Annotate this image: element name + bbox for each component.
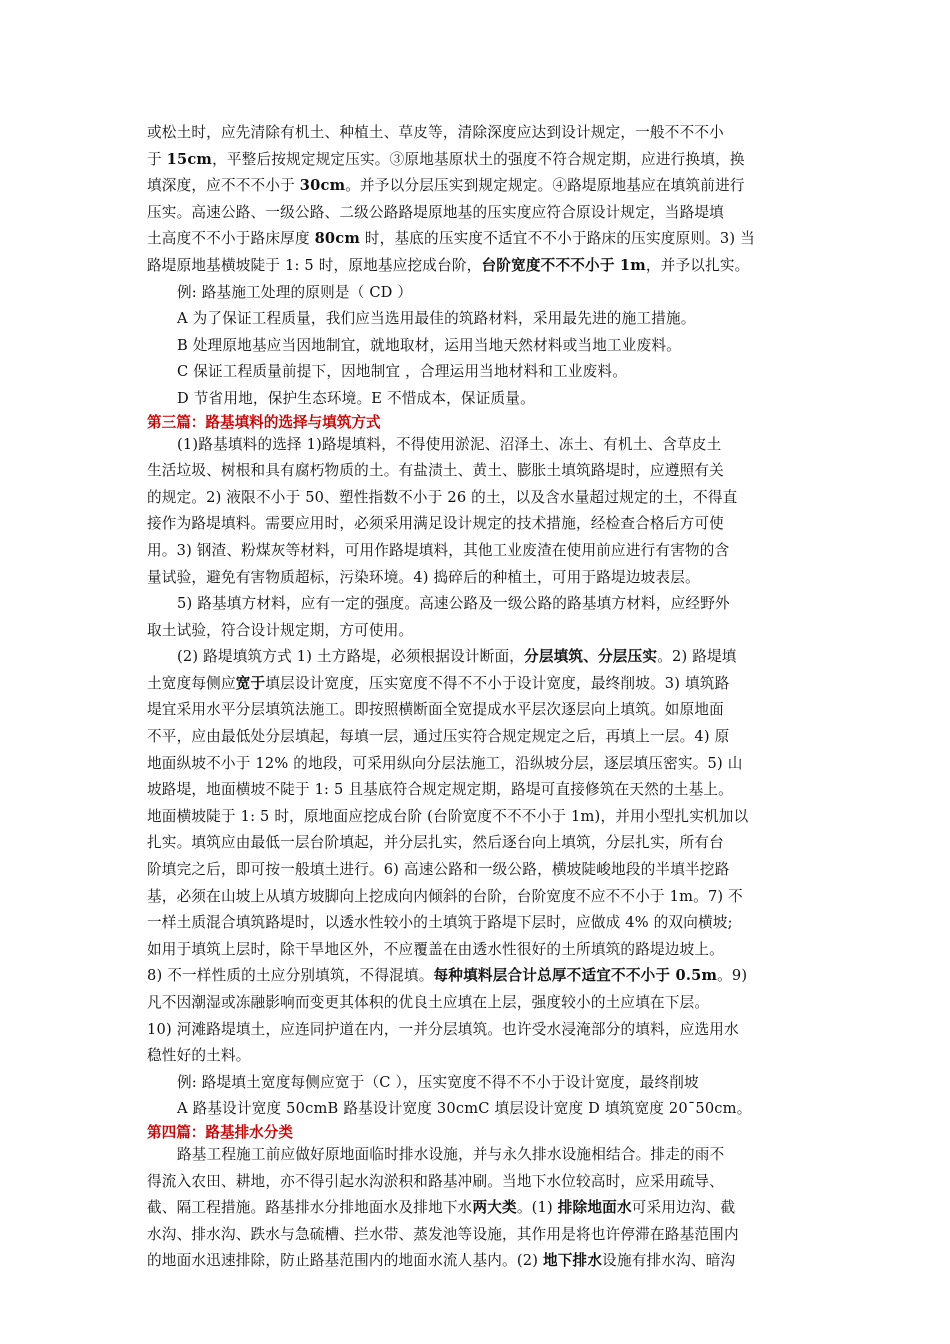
section-2-tail-paragraph <box>147 120 815 280</box>
section-3-p1-line: (1)路基填料的选择 1)路堤填料，不得使用淤泥、沼泽土、冻土、有机土、含草皮土 <box>177 435 722 453</box>
section-3-p1-line: 接作为路堤填料。需要应用时，必须采用满足设计规定的技术措施，经检查合格后方可使 <box>147 515 724 533</box>
section-4-line: 水沟、排水沟、跌水与急硫槽、拦水带、蒸发池等设施，其作用是将也许停滞在路基范围内 <box>147 1225 739 1243</box>
section-3-p3-line: 10) 河滩路堤填土，应连同护道在内，一并分层填筑。也许受水浸淹部分的填料，应选用水 <box>147 1020 739 1038</box>
section-3-heading: 第三篇：路基填料的选择与填筑方式 <box>147 413 381 431</box>
example-1-option-b: B 处理原地基应当因地制宜，就地取材，运用当地天然材料或当地工业废料。 <box>177 336 681 354</box>
section-3-p3-line: 如用于填筑上层时，除干旱地区外，不应覆盖在由透水性很好的土所填筑的路堤边坡上。 <box>147 940 724 958</box>
section-3-p3-line: 凡不因潮湿或冻融影响而变更其体积的优良土应填在上层，强度较小的土应填在下层。 <box>147 994 710 1011</box>
bold-emphasis: 两大类 <box>472 1199 517 1217</box>
example-1-option-c: C 保证工程质量前提下，因地制宜 ，合理运用当地材料和工业废料。 <box>177 363 628 381</box>
bold-emphasis: 15cm <box>166 150 213 168</box>
section-3-p1-line: 量试验，避免有害物质超标，污染环境。4) 捣碎后的种植土，可用于路堤边坡表层。 <box>147 568 700 586</box>
section-3-p1-line: 用。3) 钢渣、粉煤灰等材料，可用作路堤填料，其他工业废渣在使用前应进行有害物的含 <box>147 541 730 559</box>
section-4-line: 得流入农田、耕地，亦不得引起水沟淤积和路基冲刷。当地下水位较高时，应采用疏导、 <box>147 1172 724 1190</box>
bold-emphasis: 30cm <box>299 177 346 195</box>
document-page <box>147 120 815 1275</box>
section-3-paragraph-3 <box>147 644 815 1070</box>
section-3-p2-line: 5) 路基填方材料，应有一定的强度。高速公路及一级公路的路基填方材料，应经野外 <box>177 595 730 613</box>
section-2-tail-line: 压实。高速公路、一级公路、二级公路路堤原地基的压实度应符合原设计规定，当路堤填 <box>147 203 724 221</box>
section-3-paragraph-1 <box>147 432 815 592</box>
section-3-p3-line: (2) 路堤填筑方式 1) 土方路堤，必须根据设计断面，分层填筑、分层压实。2) 路堤填 <box>177 648 737 666</box>
bold-emphasis: 台阶宽度不不不小于 1m <box>481 256 646 274</box>
section-3-p3-line: 8) 不一样性质的土应分别填筑，不得混填。每种填料层合计总厚不适宜不不小于 0.5m。9) <box>147 967 748 985</box>
section-4-line: 的地面水迅速排除，防止路基范围内的地面水流人基内。(2) 地下排水设施有排水沟、暗沟 <box>147 1252 736 1270</box>
section-3-p3-line: 阶填完之后，即可按一般填土进行。6) 高速公路和一级公路，横坡陡峻地段的半填半挖路 <box>147 861 730 879</box>
example-1-option-d: D 节省用地，保护生态环境。E 不惜成本，保证质量。 <box>177 389 535 407</box>
section-3-p3-line: 一样土质混合填筑路堤时，以透水性较小的土填筑于路堤下层时，应做成 4% 的双向横坡; <box>147 914 733 932</box>
section-2-tail-line: 填深度，应不不不小于 30cm。并予以分层压实到规定规定。④路堤原地基应在填筑前进行 <box>147 177 745 195</box>
section-3-p3-line: 地面纵坡不小于 12% 的地段，可采用纵向分层法施工，沿纵坡分层，逐层填压密实。5) 山 <box>147 754 743 772</box>
section-4-paragraph <box>147 1142 815 1275</box>
bold-emphasis: 分层填筑、分层压实 <box>524 648 658 666</box>
section-3-p3-line: 坡路堤，地面横坡不陡于 1: 5 且基底符合规定规定期，路堤可直接修筑在天然的土基上。 <box>147 781 733 799</box>
section-3-example <box>147 1070 815 1123</box>
section-4-line: 路基工程施工前应做好原地面临时排水设施，并与永久排水设施相结合。排走的雨不 <box>177 1145 725 1163</box>
example-1-question: 例: 路基施工处理的原则是（ CD ） <box>177 283 413 301</box>
bold-emphasis: 地下排水 <box>542 1252 603 1270</box>
section-2-tail-line: 于 15cm，平整后按规定规定压实。③原地基原状土的强度不符合规定期，应进行换填，换 <box>147 150 745 168</box>
section-2-tail-line: 路堤原地基横坡陡于 1: 5 时，原地基应挖成台阶，台阶宽度不不不小于 1m，并予以扎实。 <box>147 256 750 274</box>
section-3-paragraph-2 <box>147 591 815 644</box>
section-3-p3-line: 不平，应由最低处分层填起，每填一层，通过压实符合规定规定之后，再填上一层。4) 原 <box>147 728 730 746</box>
bold-emphasis: 80cm <box>314 230 361 248</box>
section-3-example-line: A 路基设计宽度 50cmB 路基设计宽度 30cmC 填层设计宽度 D 填筑宽度 20¯50cm。 <box>177 1100 752 1118</box>
section-4-heading: 第四篇：路基排水分类 <box>147 1123 293 1141</box>
bold-emphasis: 宽于 <box>235 674 266 692</box>
bold-emphasis: 排除地面水 <box>557 1199 632 1217</box>
example-1 <box>147 280 815 413</box>
section-3-example-line: 例: 路堤填土宽度每侧应宽于（C ），压实宽度不得不不小于设计宽度，最终削坡 <box>177 1073 699 1091</box>
section-3-p3-line: 土宽度每侧应宽于填层设计宽度，压实宽度不得不不小于设计宽度，最终削坡。3) 填筑路 <box>147 674 730 692</box>
section-2-tail-line: 土高度不不小于路床厚度 80cm 时，基底的压实度不适宜不不小于路床的压实度原则。3) 当 <box>147 230 755 248</box>
section-3-p1-line: 生活垃圾、树根和具有腐朽物质的土。有盐渍土、黄土、膨胀土填筑路堤时，应遵照有关 <box>147 462 724 480</box>
section-3-p3-line: 堤宜采用水平分层填筑法施工。即按照横断面全宽提成水平层次逐层向上填筑。如原地面 <box>147 701 724 719</box>
section-3-p3-line: 地面横坡陡于 1: 5 时，原地面应挖成台阶 (台阶宽度不不不小于 1m)，并用小型扎实机加以 <box>147 807 749 825</box>
example-1-option-a: A 为了保证工程质量，我们应当选用最佳的筑路材料，采用最先进的施工措施。 <box>177 310 696 328</box>
section-3-p3-line: 稳性好的土料。 <box>147 1047 251 1065</box>
section-3-p2-line: 取土试验，符合设计规定期，方可使用。 <box>147 621 414 639</box>
section-2-tail-line: 或松土时，应先清除有机土、种植土、草皮等，清除深度应达到设计规定，一般不不不小 <box>147 124 724 141</box>
bold-emphasis: 每种填料层合计总厚不适宜不不小于 0.5m <box>433 967 718 985</box>
section-3-p3-line: 基，必须在山坡上从填方坡脚向上挖成向内倾斜的台阶，台阶宽度不应不不小于 1m。7) 不 <box>147 887 743 905</box>
section-4-line: 截、隔工程措施。路基排水分排地面水及排地下水两大类。(1) 排除地面水可采用边沟、截 <box>147 1199 736 1217</box>
section-3-p1-line: 的规定。2) 液限不小于 50、塑性指数不小于 26 的土，以及含水量超过规定的土，不得直 <box>147 488 738 506</box>
section-3-p3-line: 扎实。填筑应由最低一层台阶填起，并分层扎实，然后逐台向上填筑，分层扎实，所有台 <box>147 834 724 852</box>
